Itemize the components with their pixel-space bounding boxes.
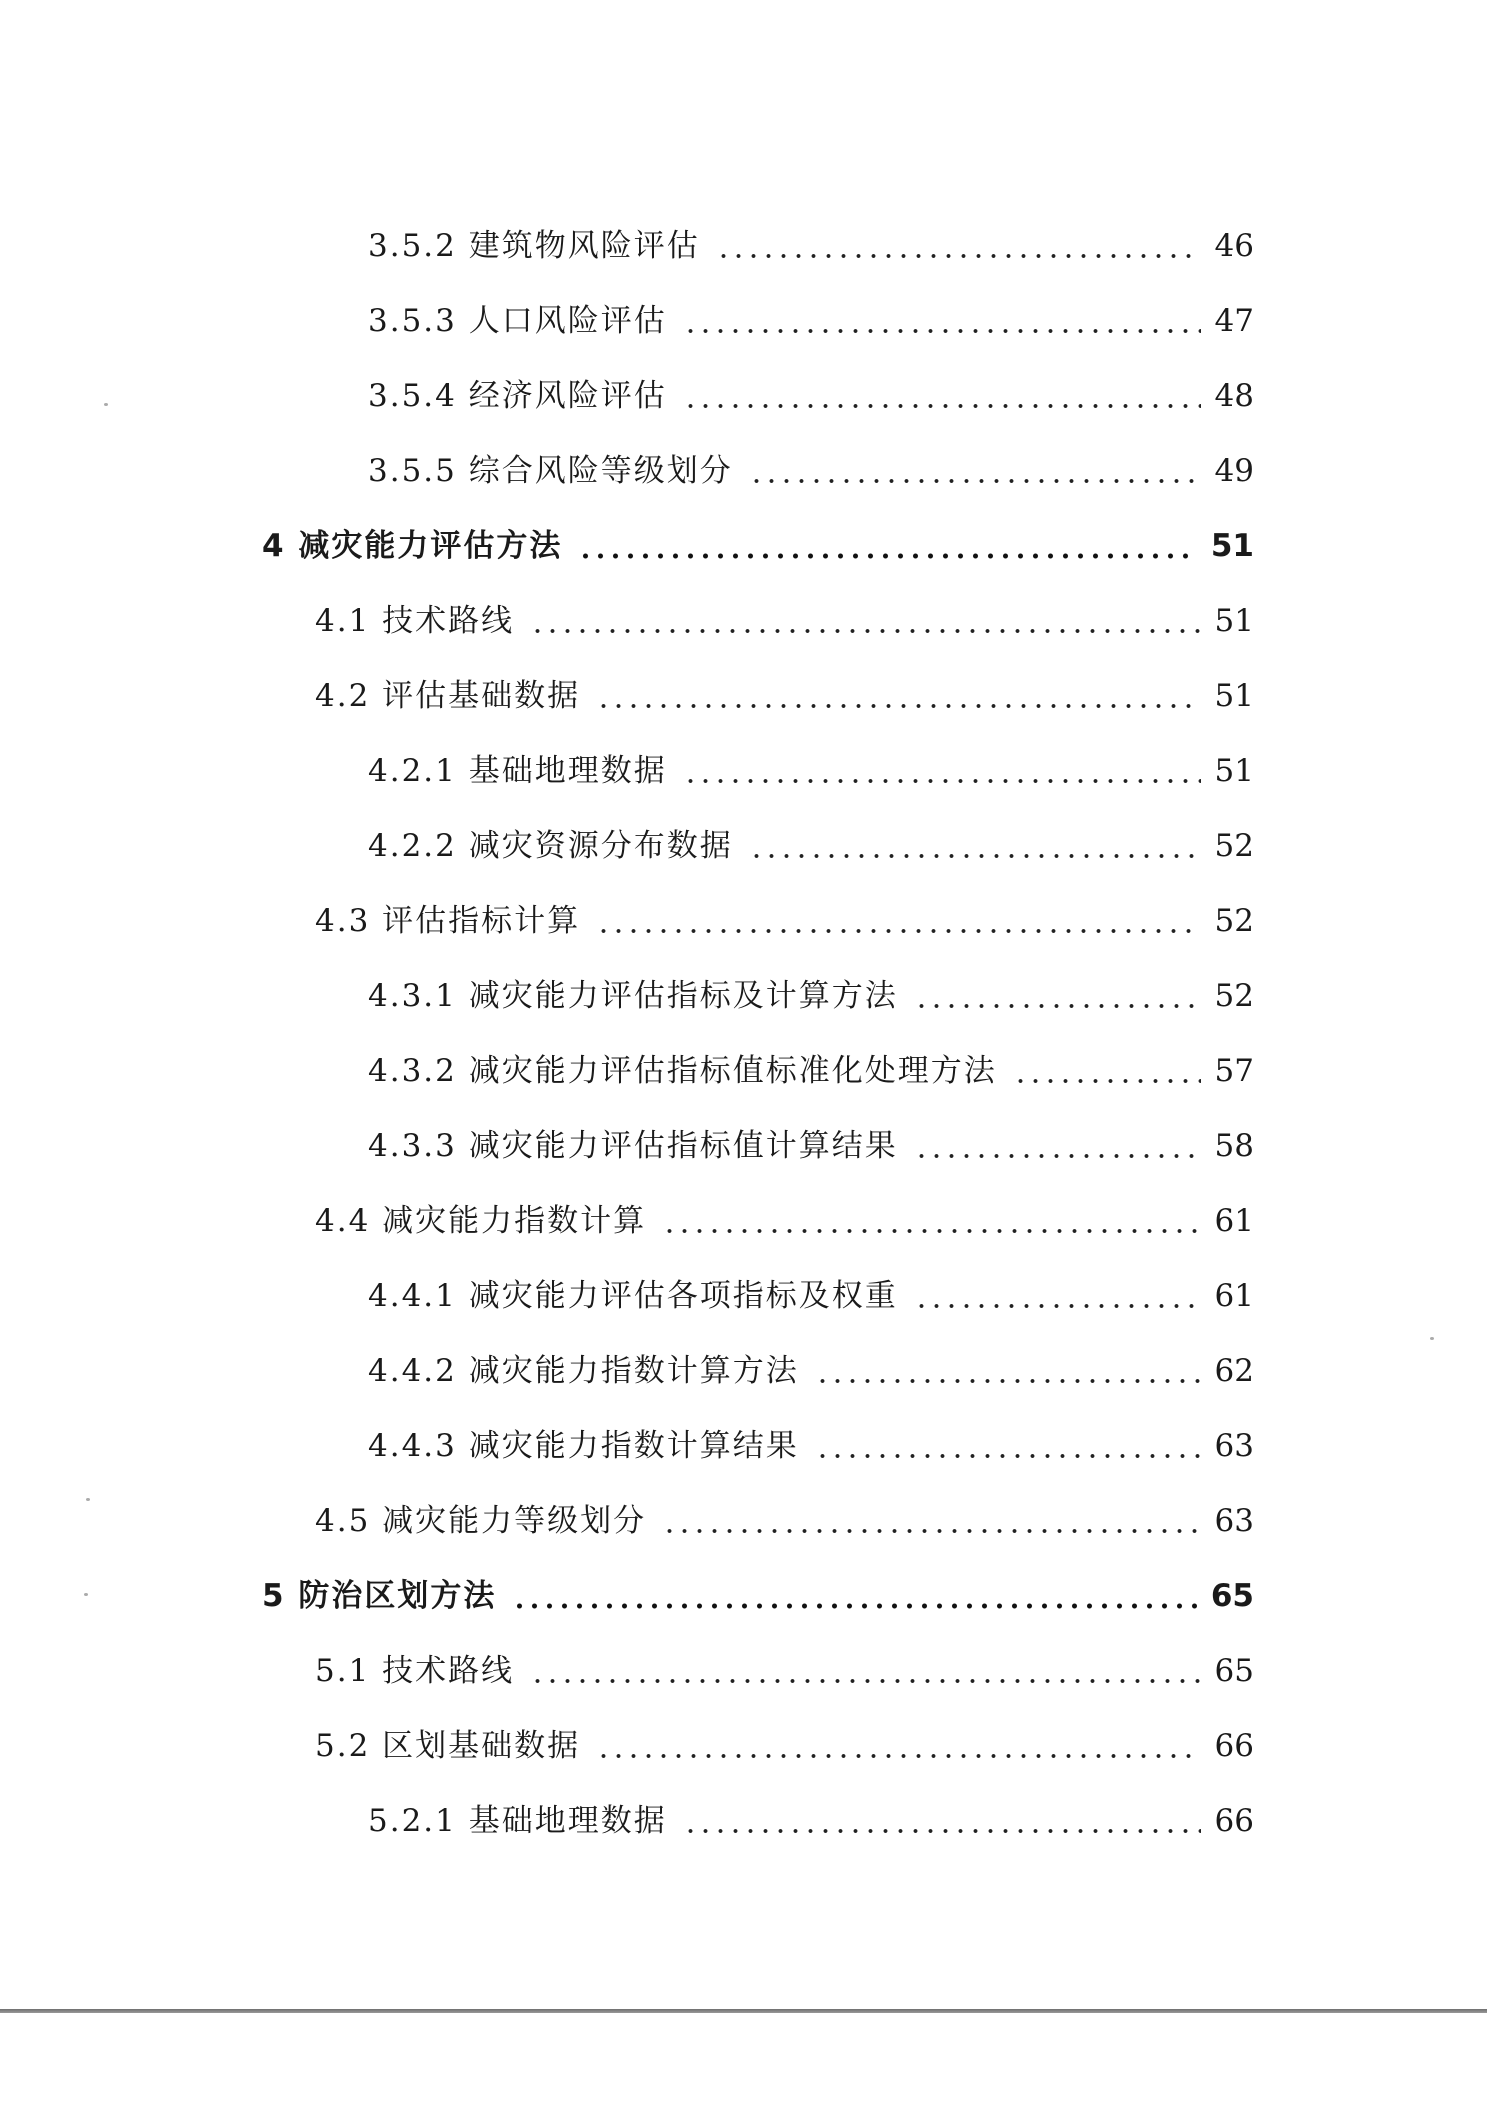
toc-entry[interactable] [368,751,1254,791]
toc-entry-label: 4 减灾能力评估方法 [262,528,563,564]
toc-entry-label: 4.1 技术路线 [315,603,515,639]
toc-entry-label: 5.2.1 基础地理数据 [368,1803,667,1839]
toc-page-number: 52 [1214,978,1254,1014]
toc-entry[interactable] [368,826,1254,866]
toc-entry-label: 4.3.3 减灾能力评估指标值计算结果 [368,1128,898,1164]
toc-entry-label: 4.3.1 减灾能力评估指标及计算方法 [368,978,898,1014]
toc-page-number: 51 [1210,528,1254,564]
toc-page-number: 65 [1214,1653,1254,1689]
toc-entry[interactable] [315,676,1254,716]
toc-entry[interactable] [368,1051,1254,1091]
toc-dot-leader [683,403,1201,409]
toc-entry[interactable] [368,376,1254,416]
toc-dot-leader [530,1678,1200,1684]
toc-dot-leader [914,1303,1201,1309]
toc-page-number: 63 [1214,1503,1254,1539]
toc-dot-leader [683,1828,1201,1834]
toc-dot-leader [662,1528,1200,1534]
toc-entry-label: 4.4 减灾能力指数计算 [315,1203,647,1239]
toc-entry[interactable] [368,976,1254,1016]
toc-entry-label: 3.5.5 综合风险等级划分 [368,453,733,489]
toc-entry-label: 4.4.2 减灾能力指数计算方法 [368,1353,799,1389]
toc-entry[interactable] [315,1201,1254,1241]
toc-entry-label: 4.4.3 减灾能力指数计算结果 [368,1428,799,1464]
toc-entry-label: 4.4.1 减灾能力评估各项指标及权重 [368,1278,898,1314]
toc-dot-leader [596,1753,1200,1759]
toc-dot-leader [512,1603,1196,1609]
toc-dot-leader [815,1378,1201,1384]
toc-page-number: 65 [1210,1578,1254,1614]
toc-page-number: 66 [1214,1728,1254,1764]
toc-entry[interactable] [315,1501,1254,1541]
toc-entry-label: 3.5.3 人口风险评估 [368,303,667,339]
toc-entry[interactable] [315,1726,1254,1766]
toc-dot-leader [683,778,1201,784]
toc-page-number: 66 [1214,1803,1254,1839]
toc-entry-label: 4.2.2 减灾资源分布数据 [368,828,733,864]
toc-dot-leader [596,703,1200,709]
toc-page-number: 52 [1214,828,1254,864]
toc-page-number: 58 [1214,1128,1254,1164]
toc-page-number: 49 [1214,453,1254,489]
toc-dot-leader [530,628,1200,634]
scan-speck [1430,1337,1434,1340]
toc-entry-label: 5.2 区划基础数据 [315,1728,581,1764]
toc-entry-label: 4.3.2 减灾能力评估指标值标准化处理方法 [368,1053,997,1089]
toc-entry[interactable] [315,901,1254,941]
toc-page-number: 61 [1214,1203,1254,1239]
toc-entry[interactable] [368,1801,1254,1841]
toc-entry-label: 3.5.2 建筑物风险评估 [368,228,700,264]
toc-entry[interactable] [315,601,1254,641]
toc-entry-label: 5.1 技术路线 [315,1653,515,1689]
toc-entry-label: 4.2 评估基础数据 [315,678,581,714]
toc-entry-label: 4.5 减灾能力等级划分 [315,1503,647,1539]
toc-page-number: 57 [1214,1053,1254,1089]
page-bottom-rule [0,2009,1487,2013]
toc-dot-leader [578,553,1196,559]
toc-entry[interactable] [368,1426,1254,1466]
toc-entry-label: 3.5.4 经济风险评估 [368,378,667,414]
toc-dot-leader [1013,1078,1201,1084]
toc-page-number: 63 [1214,1428,1254,1464]
toc-entry[interactable] [368,1276,1254,1316]
toc-entry[interactable] [315,1651,1254,1691]
toc-dot-leader [815,1453,1201,1459]
toc-dot-leader [749,478,1201,484]
toc-chapter-entry[interactable] [262,1576,1254,1616]
toc-dot-leader [662,1228,1200,1234]
toc-page-number: 51 [1214,603,1254,639]
toc-entry[interactable] [368,301,1254,341]
toc-page-number: 51 [1214,753,1254,789]
toc-page-number: 47 [1214,303,1254,339]
scan-speck [104,403,108,406]
scan-speck [84,1593,88,1596]
toc-dot-leader [683,328,1201,334]
toc-entry[interactable] [368,1126,1254,1166]
toc-dot-leader [914,1153,1201,1159]
toc-dot-leader [596,928,1200,934]
toc-dot-leader [716,253,1201,259]
toc-page-number: 51 [1214,678,1254,714]
toc-dot-leader [749,853,1201,859]
toc-chapter-entry[interactable] [262,526,1254,566]
toc-dot-leader [914,1003,1201,1009]
toc-page-number: 46 [1214,228,1254,264]
toc-entry-label: 4.3 评估指标计算 [315,903,581,939]
toc-page-number: 61 [1214,1278,1254,1314]
toc-entry-label: 5 防治区划方法 [262,1578,497,1614]
toc-page-number: 52 [1214,903,1254,939]
scan-speck [86,1498,90,1501]
toc-entry[interactable] [368,1351,1254,1391]
toc-entry[interactable] [368,226,1254,266]
toc-entry[interactable] [368,451,1254,491]
toc-page-number: 48 [1214,378,1254,414]
toc-entry-label: 4.2.1 基础地理数据 [368,753,667,789]
toc-page-number: 62 [1214,1353,1254,1389]
